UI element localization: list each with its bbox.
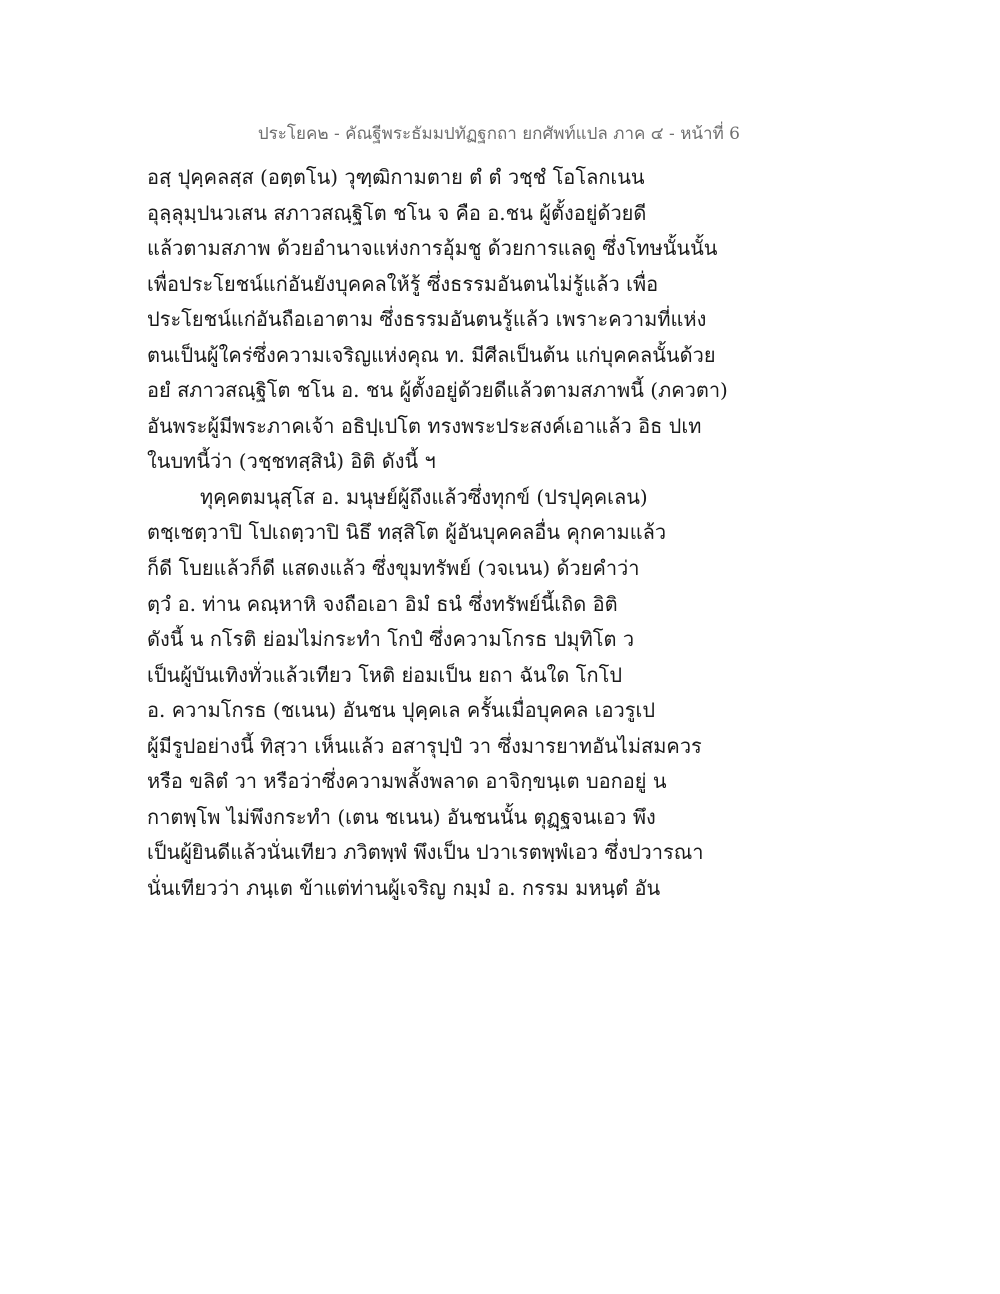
- text-line: หรือ ขลิตํ วา หรือว่าซึ่งความพลั้งพลาด อาจิกฺขนฺเต บอกอยู่ น: [147, 769, 667, 794]
- text-line: ก็ดี โบยแล้วก็ดี แสดงแล้ว ซึ่งขุมทรัพย์ (วจเนน) ด้วยคำว่า: [147, 556, 640, 581]
- text-line: ตนเป็นผู้ใคร่ซึ่งความเจริญแห่งคุณ ท. มีศีลเป็นต้น แก่บุคคลนั้นด้วย: [147, 342, 716, 367]
- running-header: ประโยค๒ - คัณฐีพระธัมมปทัฏฐกถา ยกศัพท์แปล ภาค ๔ - หน้าที่ 6: [257, 124, 740, 144]
- text-line: ดังนี้ น กโรติ ย่อมไม่กระทำ โกปํ ซึ่งความโกรธ ปมุทิโต ว: [147, 627, 635, 652]
- text-line: ในบทนี้ว่า (วชฺชทสฺสินํ) อิติ ดังนี้ ฯ: [147, 449, 436, 474]
- text-line: อันพระผู้มีพระภาคเจ้า อธิปฺเปโต ทรงพระประสงค์เอาแล้ว อิธ ปเท: [147, 413, 702, 438]
- text-line: ประโยชน์แก่อันถือเอาตาม ซึ่งธรรมอันตนรู้แล้ว เพราะความที่แห่ง: [147, 307, 707, 332]
- text-line: ตชฺเชตฺวาปิ โปเถตฺวาปิ นิธึ ทสฺสิโต ผู้อันบุคคลอื่น คุกคามแล้ว: [147, 520, 667, 545]
- text-line: เป็นผู้ยินดีแล้วนั่นเทียว ภวิตพฺพํ พึงเป็น ปวาเรตพฺพํเอว ซึ่งปวารณา: [147, 840, 704, 865]
- text-line: เป็นผู้บันเทิงทั่วแล้วเทียว โหติ ย่อมเป็น ยถา ฉันใด โกโป: [147, 662, 623, 687]
- text-line: อสฺ ปุคฺคลสฺส (อตฺตโน) วุฑฺฒิกามตาย ตํ ตํ วชฺชํ โอโลกเนน: [147, 165, 645, 189]
- text-line: กาตพฺโพ ไม่พึงกระทำ (เตน ชเนน) อันชนนั้น ตุฏฺฐจนเอว พึง: [147, 804, 656, 829]
- text-line: อยํ สภาวสณฺฐิโต ชโน อ. ชน ผู้ตั้งอยู่ด้วยดีแล้วตามสภาพนี้ (ภควตา): [147, 378, 728, 403]
- text-line: อ. ความโกรธ (ชเนน) อันชน ปุคฺคเล ครั้นเมื่อบุคคล เอวรูเป: [147, 698, 656, 723]
- text-line: ผู้มีรูปอย่างนี้ ทิสฺวา เห็นแล้ว อสารุปฺปํ วา ซึ่งมารยาทอันไม่สมควร: [147, 733, 702, 758]
- body-text: [147, 160, 747, 906]
- text-line: แล้วตามสภาพ ด้วยอำนาจแห่งการอุ้มชู ด้วยการแลดู ซึ่งโทษนั้นนั้น: [147, 236, 718, 261]
- text-line: นั่นเทียวว่า ภนฺเต ข้าแต่ท่านผู้เจริญ กมฺมํ อ. กรรม มหนฺตํ อัน: [147, 875, 661, 900]
- text-line: เพื่อประโยชน์แก่อันยังบุคคลให้รู้ ซึ่งธรรมอันตนไม่รู้แล้ว เพื่อ: [147, 271, 659, 296]
- text-line: ตฺวํ อ. ท่าน คณฺหาหิ จงถือเอา อิมํ ธนํ ซึ่งทรัพย์นี้เถิด อิติ: [147, 591, 618, 616]
- text-line: อุลฺลุมฺปนวเสน สภาวสณฺฐิโต ชโน จ คือ อ.ชน ผู้ตั้งอยู่ด้วยดี: [147, 200, 647, 225]
- paragraph-start-line: ทุคฺคตมนุสฺโส อ. มนุษย์ผู้ถึงแล้วซึ่งทุกข์ (ปรปุคฺคเลน): [200, 484, 648, 509]
